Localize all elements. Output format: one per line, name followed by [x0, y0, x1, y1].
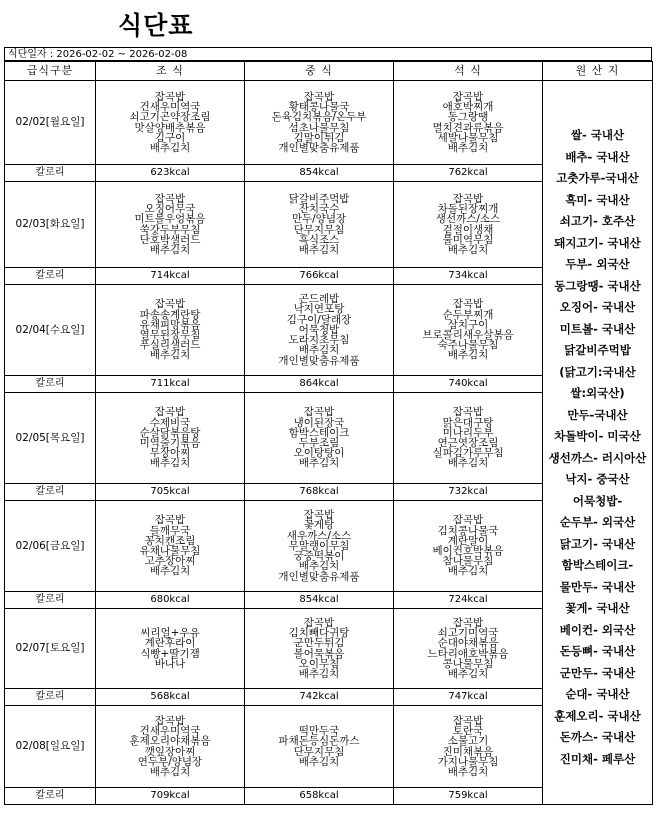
- origin-item: 닭갈비주먹밥: [564, 343, 631, 357]
- menu-item: 잡곡밥: [452, 616, 484, 629]
- menu-item: 씨리얼+우유: [140, 627, 200, 640]
- menu-item: 열무된장무침: [139, 329, 201, 341]
- calorie-value: 709kcal: [96, 788, 245, 805]
- lunch-menu: [245, 285, 394, 376]
- menu-item: 배추김치: [149, 457, 191, 470]
- menu-item: 잡곡밥: [154, 406, 186, 419]
- menu-item: 배추김치: [447, 349, 489, 362]
- origin-item: 낙지- 중국산: [565, 472, 630, 486]
- menu-item: 배추김치: [447, 141, 489, 154]
- origin-item: 돈등뼈- 국내산: [559, 644, 636, 658]
- header-origin: 원 산 지: [543, 62, 653, 81]
- dinner-menu: [394, 81, 543, 165]
- calorie-value: 732kcal: [394, 484, 543, 501]
- page-title: 식단표: [118, 11, 194, 40]
- menu-item: 흑식조스: [298, 233, 340, 246]
- menu-item: 미트볼우엉볶음: [134, 213, 206, 226]
- menu-item: 잡곡밥: [303, 509, 335, 522]
- menu-item: 떡만두국: [298, 725, 340, 738]
- menu-item: 파채돈등심돈까스: [278, 735, 360, 748]
- menu-item: 순대야채볶음: [437, 637, 499, 650]
- menu-item: 순두부찌개: [442, 308, 494, 321]
- menu-item: 배추김치: [298, 667, 340, 680]
- calorie-label: 칼로리: [5, 268, 96, 285]
- menu-item: 잡곡밥: [303, 406, 335, 419]
- lunch-menu: [245, 609, 394, 689]
- calorie-value: 568kcal: [96, 689, 245, 706]
- menu-row: [5, 81, 653, 165]
- dinner-menu: [394, 706, 543, 788]
- menu-item: 김치콩나물국: [437, 524, 499, 537]
- menu-item: 잡곡밥: [452, 406, 484, 419]
- lunch-menu: [245, 501, 394, 592]
- header-lunch: 중 식: [245, 62, 394, 81]
- dinner-menu: [394, 182, 543, 268]
- calorie-value: 724kcal: [394, 592, 543, 609]
- menu-item: 배추김치: [149, 243, 191, 256]
- menu-date: 02/03[화요일]: [5, 182, 96, 268]
- menu-item: 배추김치: [447, 565, 489, 578]
- calorie-value: 747kcal: [394, 689, 543, 706]
- origin-item: 순두부- 외국산: [559, 515, 636, 529]
- menu-item: 배추김치: [149, 141, 191, 154]
- menu-item: 김말이튀김: [293, 131, 345, 144]
- menu-item: 배추김치: [447, 243, 489, 256]
- calorie-value: 762kcal: [394, 165, 543, 182]
- calorie-value: 711kcal: [96, 376, 245, 393]
- menu-item: 개인별맞춤유제품: [278, 354, 360, 367]
- menu-item: 배추김치: [298, 243, 340, 256]
- calorie-value: 766kcal: [245, 268, 394, 285]
- menu-item: 진미채볶음: [442, 745, 494, 758]
- menu-item: 맑은대구탕: [442, 416, 494, 429]
- breakfast-menu: [96, 81, 245, 165]
- origin-item: 돈까스- 국내산: [559, 730, 636, 744]
- origin-item: 오징어- 국내산: [559, 300, 636, 314]
- origin-item: 쌀- 국내산: [570, 128, 625, 142]
- menu-item: 유채피망볶음: [139, 318, 201, 331]
- calorie-label: 칼로리: [5, 376, 96, 393]
- calorie-value: 768kcal: [245, 484, 394, 501]
- menu-item: 쑥갓두부무침: [139, 223, 201, 236]
- menu-item: 개인별맞춤유제품: [278, 141, 360, 154]
- menu-item: 맛살양배추볶음: [134, 121, 206, 134]
- origin-item: 고춧가루-국내산: [556, 171, 639, 185]
- header-category: 급식구분: [5, 62, 96, 81]
- menu-item: 연두부/양념장: [137, 755, 203, 768]
- menu-item: 배추김치: [149, 349, 191, 362]
- origin-item: 진미채- 페루산: [559, 751, 636, 766]
- menu-item: 배추김치: [298, 457, 340, 470]
- menu-item: 배추김치: [298, 560, 340, 573]
- menu-item: 돈육김치볶음/온두부: [271, 111, 367, 124]
- menu-item: 깻잎장아찌: [144, 745, 196, 758]
- menu-item: 잡곡밥: [452, 714, 484, 727]
- calorie-value: 759kcal: [394, 788, 543, 805]
- menu-item: 잡곡밥: [303, 616, 335, 629]
- menu-item: 배추김치: [298, 755, 340, 768]
- menu-item: 푸실리샐러드: [139, 339, 201, 352]
- menu-date: 02/04[수요일]: [5, 285, 96, 376]
- menu-item: 잡곡밥: [154, 714, 186, 727]
- menu-date: 02/07[토요일]: [5, 609, 96, 689]
- menu-item: 미나리두부: [442, 426, 494, 439]
- menu-item: 바나나: [154, 657, 186, 670]
- menu-item: 오이무침: [298, 657, 340, 670]
- menu-item: 애호박찌개: [442, 101, 494, 114]
- meal-period: 식단일자 : 2026-02-02 ~ 2026-02-08: [4, 47, 652, 61]
- origin-item: 꽃게- 국내산: [565, 601, 630, 615]
- calorie-value: 714kcal: [96, 268, 245, 285]
- menu-item: 미역줄기볶음: [139, 437, 201, 449]
- header-dinner: 석 식: [394, 62, 543, 81]
- menu-item: 어묵청밥: [298, 323, 340, 336]
- lunch-menu: [245, 393, 394, 484]
- menu-item: 두부조림: [298, 437, 340, 449]
- origin-item: 돼지고기- 국내산: [554, 235, 641, 250]
- menu-item: 잡곡밥: [154, 514, 186, 527]
- menu-item: 곤드레밥: [298, 293, 340, 306]
- origin-item: 순대- 국내산: [565, 687, 630, 701]
- menu-item: 잡곡밥: [154, 90, 186, 103]
- menu-item: 차돌된장찌개: [437, 203, 499, 216]
- menu-item: 함박스테이크: [288, 426, 350, 439]
- menu-item: 잡곡밥: [154, 192, 186, 205]
- menu-item: 개인별맞춤유제품: [278, 570, 360, 583]
- calorie-label: 칼로리: [5, 165, 96, 182]
- menu-item: 수제비국: [149, 416, 191, 429]
- breakfast-menu: [96, 501, 245, 592]
- menu-item: 섬초나물무침: [288, 121, 350, 134]
- breakfast-menu: [96, 706, 245, 788]
- meal-table: [4, 61, 653, 805]
- origin-item: 두부- 외국산: [565, 257, 630, 271]
- origin-item: 베이컨- 외국산: [559, 622, 636, 637]
- menu-item: 볼어묵볶음: [293, 647, 345, 660]
- menu-item: 냉이된장국: [293, 416, 345, 429]
- calorie-value: 658kcal: [245, 788, 394, 805]
- menu-item: 삼치구이: [447, 318, 489, 331]
- menu-item: 배추김치: [149, 565, 191, 578]
- menu-item: 느타리애호박볶음: [427, 647, 509, 660]
- menu-item: 김치빼다귀탕: [288, 627, 350, 640]
- menu-item: 무장아찌: [149, 447, 191, 460]
- menu-date: 02/05[목요일]: [5, 393, 96, 484]
- menu-item: 무말랭이무침: [288, 539, 350, 552]
- menu-item: 황태콩나물국: [288, 101, 350, 114]
- menu-item: 콩나물무침: [442, 657, 494, 670]
- menu-item: 궁중떡볶이: [293, 550, 345, 563]
- dinner-menu: [394, 285, 543, 376]
- menu-item: 파송송계란탕: [139, 308, 201, 321]
- menu-item: 유채나물무침: [139, 545, 201, 557]
- menu-item: 도라지초무침: [288, 334, 350, 347]
- menu-item: 잡곡밥: [154, 298, 186, 311]
- menu-item: 세발나물무침: [437, 131, 499, 144]
- origin-item: 물만두- 국내산: [559, 579, 636, 594]
- menu-item: 군만두튀김: [293, 637, 345, 650]
- menu-item: 꽃게탕: [303, 519, 335, 532]
- origin-list: [543, 81, 653, 805]
- calorie-label: 칼로리: [5, 788, 96, 805]
- origin-item: 쌀:외국산): [570, 386, 625, 400]
- menu-item: 고추장아찌: [144, 555, 196, 568]
- menu-item: 닭갈비주먹밥: [288, 192, 350, 205]
- menu-item: 오이탕탕이: [293, 447, 345, 460]
- menu-item: 베이컨호박볶음: [432, 545, 504, 557]
- menu-item: 단무지무침: [293, 745, 345, 758]
- menu-item: 생선까스/소스: [435, 213, 501, 226]
- menu-item: 토란국: [452, 725, 484, 738]
- lunch-menu: [245, 706, 394, 788]
- menu-item: 계란말이: [447, 534, 489, 547]
- menu-item: 배추김치: [298, 344, 340, 357]
- calorie-label: 칼로리: [5, 689, 96, 706]
- origin-item: 만두-국내산: [567, 407, 628, 422]
- menu-item: 김구이/달래장: [286, 313, 352, 326]
- menu-date: 02/06[금요일]: [5, 501, 96, 592]
- menu-item: 실파김가루무침: [432, 447, 504, 460]
- menu-item: 참나물무침: [442, 555, 494, 568]
- lunch-menu: [245, 182, 394, 268]
- calorie-value: 680kcal: [96, 592, 245, 609]
- dinner-menu: [394, 609, 543, 689]
- menu-item: 숙주나물무침: [437, 339, 499, 352]
- calorie-value: 623kcal: [96, 165, 245, 182]
- menu-item: 김구이: [154, 131, 186, 144]
- menu-item: 연근엿장조림: [437, 437, 499, 449]
- menu-item: 가지나물무침: [437, 755, 499, 768]
- calorie-value: 864kcal: [245, 376, 394, 393]
- calorie-label: 칼로리: [5, 484, 96, 501]
- header-breakfast: 조 식: [96, 62, 245, 81]
- menu-item: 만두/양념장: [291, 213, 347, 226]
- origin-item: (닭고기:국내산: [559, 364, 636, 379]
- dinner-menu: [394, 393, 543, 484]
- menu-item: 브로콜리새우살볶음: [422, 329, 514, 341]
- calorie-label: 칼로리: [5, 592, 96, 609]
- menu-item: 잡곡밥: [452, 514, 484, 527]
- menu-item: 배추김치: [447, 765, 489, 778]
- calorie-value: 854kcal: [245, 165, 394, 182]
- menu-item: 배추김치: [149, 765, 191, 778]
- calorie-value: 705kcal: [96, 484, 245, 501]
- menu-item: 잡곡밥: [452, 192, 484, 205]
- menu-item: 건새우미역국: [139, 101, 201, 114]
- table-header-row: [5, 62, 653, 81]
- origin-item: 군만두- 국내산: [559, 665, 636, 680]
- menu-item: 잡곡밥: [452, 298, 484, 311]
- breakfast-menu: [96, 393, 245, 484]
- menu-item: 쇠고기곤약장조림: [129, 111, 211, 124]
- menu-item: 들깨무국: [149, 524, 191, 537]
- menu-date: 02/08[일요일]: [5, 706, 96, 788]
- menu-item: 식빵+딸기잼: [140, 647, 200, 660]
- origin-item: 어묵청밥-: [572, 493, 623, 508]
- menu-item: 소불고기: [447, 735, 489, 748]
- menu-item: 잔치국수: [298, 203, 340, 216]
- breakfast-menu: [96, 182, 245, 268]
- menu-item: 멸치견과류볶음: [432, 121, 504, 134]
- menu-date: 02/02[월요일]: [5, 81, 96, 165]
- menu-item: 단무지무침: [293, 223, 345, 236]
- calorie-value: 734kcal: [394, 268, 543, 285]
- origin-item: 동그랑땡- 국내산: [554, 278, 641, 293]
- menu-item: 단호박샐러드: [139, 233, 201, 246]
- breakfast-menu: [96, 609, 245, 689]
- menu-item: 잡곡밥: [303, 90, 335, 103]
- origin-item: 닭고기- 국내산: [559, 536, 636, 551]
- origin-item: 미트볼- 국내산: [559, 321, 636, 336]
- origin-item: 쇠고기- 호주산: [559, 214, 636, 228]
- calorie-value: 742kcal: [245, 689, 394, 706]
- menu-item: 꽁치캔조림: [144, 534, 196, 547]
- origin-item: 훈제오리- 국내산: [554, 708, 641, 723]
- menu-item: 배추김치: [447, 457, 489, 470]
- origin-item: 생선까스- 러시아산: [548, 450, 647, 465]
- menu-item: 새우까스/소스: [286, 529, 352, 542]
- menu-item: 계란후라이: [144, 637, 196, 650]
- menu-item: 낙지연포탕: [293, 303, 345, 316]
- calorie-value: 740kcal: [394, 376, 543, 393]
- origin-item: 흑미- 국내산: [565, 192, 630, 207]
- menu-item: 동그랑땡: [447, 111, 489, 124]
- lunch-menu: [245, 81, 394, 165]
- origin-item: 차돌박이- 미국산: [554, 429, 641, 443]
- origin-item: 배추- 국내산: [565, 149, 630, 164]
- menu-item: 불미역무침: [442, 233, 494, 246]
- breakfast-menu: [96, 285, 245, 376]
- menu-item: 쇠고기미역국: [437, 627, 499, 640]
- menu-item: 건새우미역국: [139, 725, 201, 738]
- menu-item: 잡곡밥: [452, 90, 484, 103]
- menu-item: 배추김치: [447, 667, 489, 680]
- dinner-menu: [394, 501, 543, 592]
- calorie-value: 854kcal: [245, 592, 394, 609]
- menu-item: 오징어무국: [144, 203, 196, 216]
- menu-item: 겉절이생채: [442, 223, 494, 236]
- menu-item: 훈제오리야채볶음: [129, 735, 211, 748]
- origin-item: 함박스테이크-: [561, 558, 634, 572]
- menu-item: 순살닭볶음탕: [139, 426, 201, 439]
